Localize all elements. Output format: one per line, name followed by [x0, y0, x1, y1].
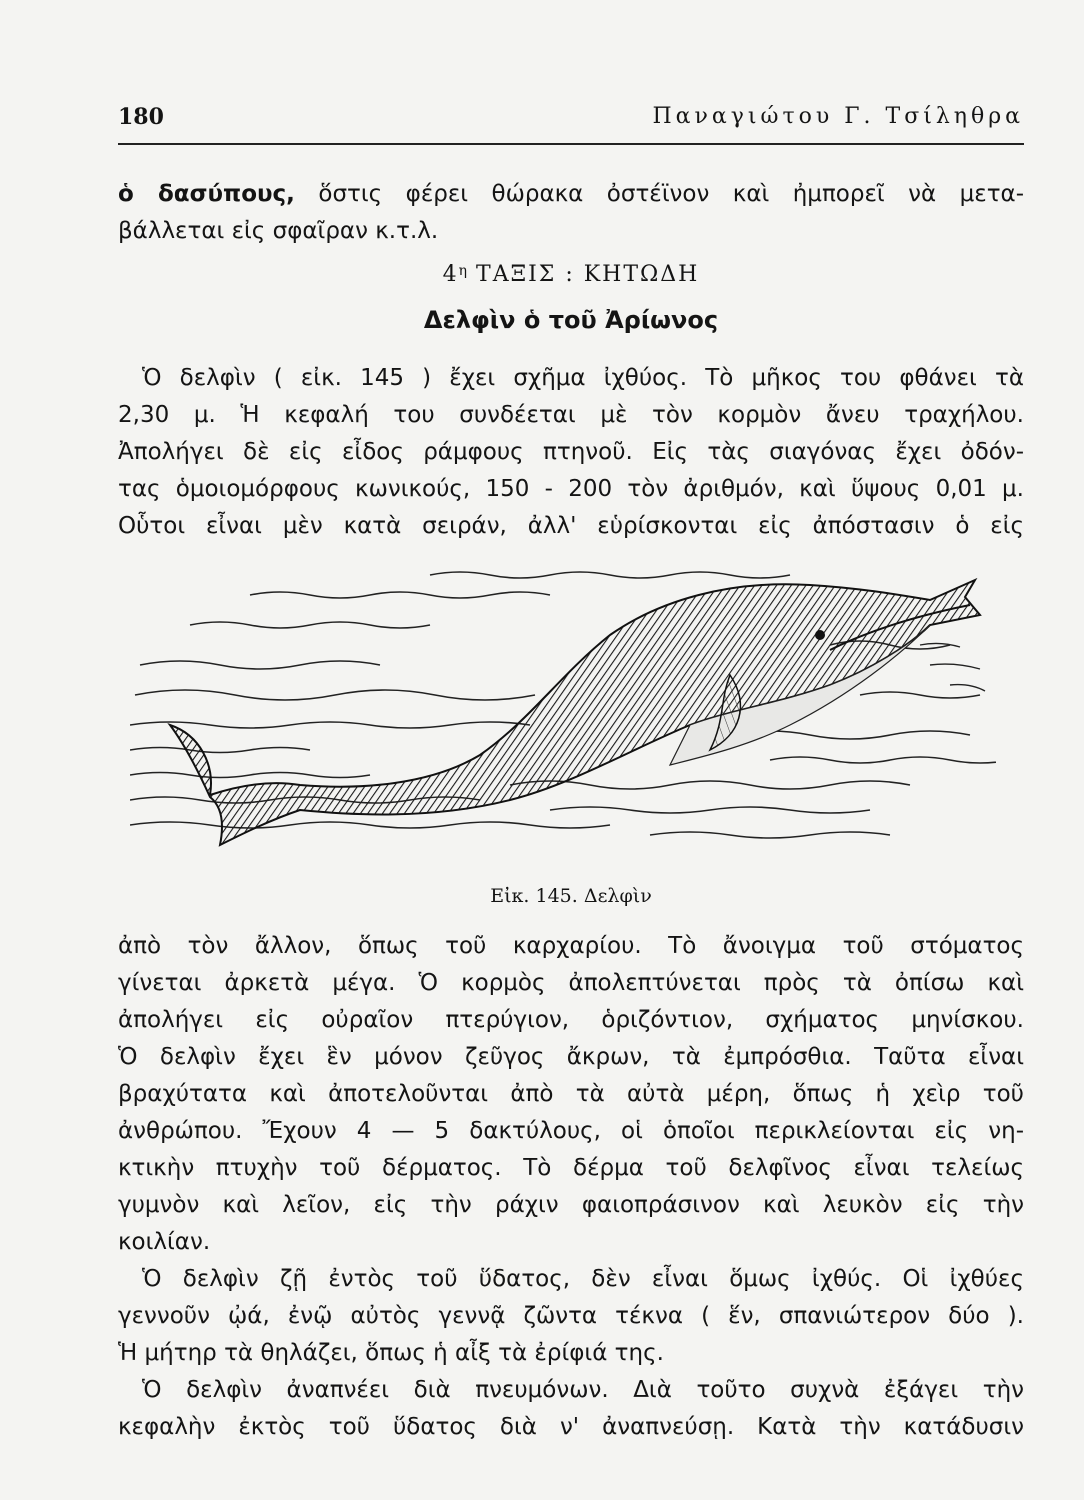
class-heading: $4^\eta$ ΤΑΞΙΣ : ΚΗΤΩΔΗ: [442, 262, 700, 287]
text-line: Ὁ δελφὶν ἔχει ἓν μόνον ζεῦγος ἄκρων, τὰ ἐμπρόσθια. Ταῦτα εἶναι: [118, 1044, 1024, 1070]
running-head: Παναγιώτου Γ. Τσίληθρα: [652, 104, 1024, 129]
intro-line: βάλλεται εἰς σφαῖραν κ.τ.λ.: [118, 218, 439, 244]
figure-caption: Εἰκ. 145. Δελφὶν: [490, 885, 652, 907]
text-line: Ὁ δελφὶν ἀναπνέει διὰ πνευμόνων. Διὰ τοῦτο συχνὰ ἐξάγει τὴν: [142, 1377, 1024, 1403]
bold-term: ὁ δασύπους,: [118, 181, 295, 207]
text-line: Ἡ μήτηρ τὰ θηλάζει, ὅπως ἡ αἶξ τὰ ἐρίφιά της.: [118, 1340, 664, 1366]
page-header: [118, 104, 1024, 144]
paragraph-mammal: [118, 1261, 1024, 1372]
species-heading: Δελφὶν ὁ τοῦ Ἀρίωνος: [423, 306, 719, 334]
dolphin-engraving-icon: [130, 535, 996, 865]
page-number: 180: [118, 104, 164, 130]
text-line: Ὁ δελφὶν ζῇ ἐντὸς τοῦ ὕδατος, δὲν εἶναι ὅμως ἰχθύς. Οἱ ἰχθύες: [142, 1266, 1024, 1292]
text-line: γεννοῦν ᾠά, ἐνῷ αὐτὸς γεννᾷ ζῶντα τέκνα ( ἕν, σπανιώτερον δύο ).: [118, 1303, 1024, 1329]
text-line: κοιλίαν.: [118, 1229, 211, 1255]
paragraph-breathing: [118, 1372, 1024, 1446]
splash-lines: [920, 643, 985, 691]
text-line: γίνεται ἀρκετὰ μέγα. Ὁ κορμὸς ἀπολεπτύνεται πρὸς τὰ ὀπίσω καὶ: [118, 970, 1024, 996]
dolphin-body: [170, 580, 980, 845]
intro-line: ὁ δασύπους, ὅστις φέρει θώρακα ὀστέϊνον καὶ ἠμπορεῖ νὰ μετα-: [118, 181, 1024, 207]
text-line: γυμνὸν καὶ λεῖον, εἰς τὴν ράχιν φαιοπράσινον καὶ λευκὸν εἰς τὴν: [118, 1192, 1024, 1218]
text-line: 2,30 μ. Ἡ κεφαλή του συνδέεται μὲ τὸν κορμὸν ἄνευ τραχήλου.: [118, 402, 1024, 428]
text-line: ἀνθρώπου. Ἔχουν 4 — 5 δακτύλους, οἱ ὁποῖοι περικλείονται εἰς νη-: [118, 1118, 1024, 1144]
dolphin-eye: [815, 630, 825, 640]
text-line: βραχύτατα καὶ ἀποτελοῦνται ἀπὸ τὰ αὐτὰ μέρη, ὅπως ἡ χεὶρ τοῦ: [118, 1081, 1024, 1107]
paragraph-description: [118, 360, 1024, 545]
text-line: ἀπὸ τὸν ἄλλον, ὅπως τοῦ καρχαρίου. Τὸ ἄνοιγμα τοῦ στόματος: [118, 933, 1024, 959]
paragraph-anatomy: [118, 928, 1024, 1261]
header-rule: [118, 143, 1024, 145]
text-line: Ἀπολήγει δὲ εἰς εἶδος ράμφους πτηνοῦ. Εἰς τὰς σιαγόνας ἔχει ὀδόν-: [118, 439, 1024, 465]
text-line: Οὗτοι εἶναι μὲν κατὰ σειράν, ἀλλ' εὑρίσκονται εἰς ἀπόστασιν ὁ εἰς: [118, 513, 1024, 539]
intro-paragraph: [118, 176, 1024, 250]
text-line: τας ὁμοιομόρφους κωνικούς, 150 - 200 τὸν ἀριθμόν, καὶ ὕψους 0,01 μ.: [118, 476, 1024, 502]
text-line: κεφαλὴν ἐκτὸς τοῦ ὕδατος διὰ ν' ἀναπνεύσῃ. Κατὰ τὴν κατάδυσιν: [118, 1414, 1024, 1440]
text-line: ἀπολήγει εἰς οὐραῖον πτερύγιον, ὁριζόντιον, σχήματος μηνίσκου.: [118, 1007, 1024, 1033]
text-line: κτικὴν πτυχὴν τοῦ δέρματος. Τὸ δέρμα τοῦ δελφῖνος εἶναι τελείως: [118, 1155, 1024, 1181]
text-line: Ὁ δελφὶν ( εἰκ. 145 ) ἔχει σχῆμα ἰχθύος. Τὸ μῆκος του φθάνει τὰ: [142, 365, 1024, 391]
figure-dolphin: [130, 535, 996, 865]
